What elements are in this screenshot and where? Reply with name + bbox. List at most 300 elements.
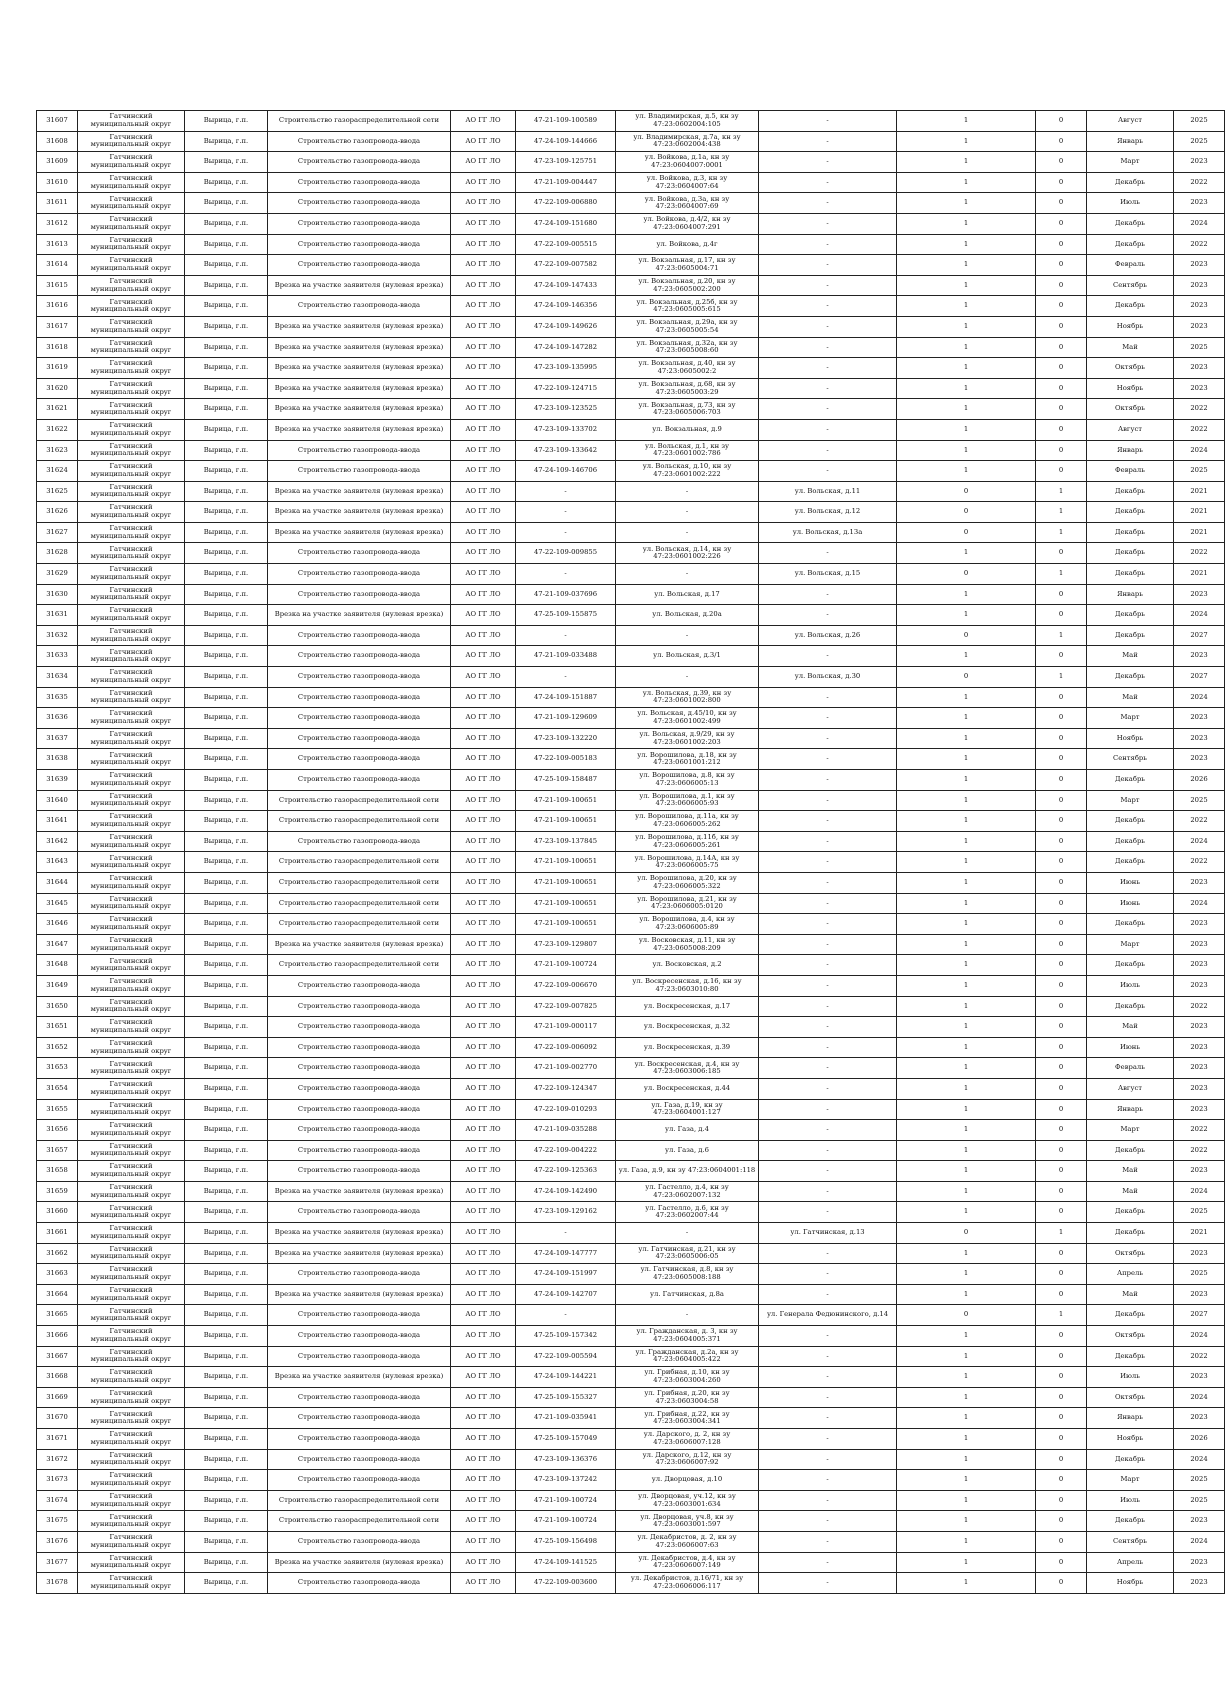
settlement-cell: Вырица, г.п. (185, 1470, 268, 1491)
flag-b-cell: 0 (1036, 1511, 1087, 1532)
year-cell: 2022 (1174, 234, 1225, 255)
organization-cell: АО ГГ ЛО (451, 1490, 516, 1511)
year-cell: 2023 (1174, 1367, 1225, 1388)
flag-b-cell: 1 (1036, 522, 1087, 543)
organization-cell: АО ГГ ЛО (451, 770, 516, 791)
work-type-cell: Строительство газопровода-ввода (268, 1429, 451, 1450)
year-cell: 2023 (1174, 955, 1225, 976)
table-row (37, 275, 1225, 296)
record-id-cell: 31615 (37, 275, 78, 296)
flag-a-cell: 1 (897, 1202, 1036, 1223)
month-cell: Январь (1087, 440, 1174, 461)
district-cell: Гатчинский муниципальный округ (78, 234, 185, 255)
settlement-cell: Вырица, г.п. (185, 1511, 268, 1532)
year-cell: 2023 (1174, 1243, 1225, 1264)
work-type-cell: Строительство газопровода-ввода (268, 543, 451, 564)
district-cell: Гатчинский муниципальный округ (78, 1078, 185, 1099)
settlement-cell: Вырица, г.п. (185, 708, 268, 729)
month-cell: Декабрь (1087, 1346, 1174, 1367)
year-cell: 2023 (1174, 1552, 1225, 1573)
record-id-cell: 31678 (37, 1573, 78, 1594)
application-number-cell: 47-24-109-151680 (516, 213, 616, 234)
year-cell: 2024 (1174, 831, 1225, 852)
application-number-cell: 47-22-109-006092 (516, 1037, 616, 1058)
application-number-cell: 47-22-109-124347 (516, 1078, 616, 1099)
month-cell: Июнь (1087, 1037, 1174, 1058)
application-number-cell: 47-21-109-100651 (516, 872, 616, 893)
work-type-cell: Строительство газопровода-ввода (268, 172, 451, 193)
month-cell: Октябрь (1087, 1243, 1174, 1264)
flag-b-cell: 1 (1036, 564, 1087, 585)
work-type-cell: Врезка на участке заявителя (нулевая врезка) (268, 275, 451, 296)
month-cell: Декабрь (1087, 955, 1174, 976)
application-number-cell: 47-24-109-147433 (516, 275, 616, 296)
year-cell: 2023 (1174, 358, 1225, 379)
record-id-cell: 31653 (37, 1058, 78, 1079)
flag-a-cell: 1 (897, 1161, 1036, 1182)
cadastral-address-cell: - (616, 1305, 759, 1326)
organization-cell: АО ГГ ЛО (451, 461, 516, 482)
month-cell: Февраль (1087, 1058, 1174, 1079)
year-cell: 2023 (1174, 934, 1225, 955)
table-row (37, 1099, 1225, 1120)
work-type-cell: Врезка на участке заявителя (нулевая врезка) (268, 1223, 451, 1244)
work-type-cell: Строительство газопровода-ввода (268, 1017, 451, 1038)
district-cell: Гатчинский муниципальный округ (78, 1161, 185, 1182)
record-id-cell: 31631 (37, 605, 78, 626)
month-cell: Май (1087, 687, 1174, 708)
flag-a-cell: 0 (897, 1223, 1036, 1244)
table-row (37, 1511, 1225, 1532)
district-cell: Гатчинский муниципальный округ (78, 1140, 185, 1161)
settlement-cell: Вырица, г.п. (185, 564, 268, 585)
address-cell: - (759, 1264, 897, 1285)
flag-b-cell: 0 (1036, 337, 1087, 358)
flag-a-cell: 1 (897, 1470, 1036, 1491)
address-cell: - (759, 1449, 897, 1470)
work-type-cell: Врезка на участке заявителя (нулевая врезка) (268, 1552, 451, 1573)
cadastral-address-cell: ул. Восковская, д.2 (616, 955, 759, 976)
flag-a-cell: 1 (897, 1140, 1036, 1161)
address-cell: - (759, 852, 897, 873)
application-number-cell: 47-21-109-100724 (516, 1490, 616, 1511)
month-cell: Декабрь (1087, 605, 1174, 626)
application-number-cell: - (516, 481, 616, 502)
address-cell: - (759, 255, 897, 276)
settlement-cell: Вырица, г.п. (185, 358, 268, 379)
application-number-cell: 47-24-109-146706 (516, 461, 616, 482)
organization-cell: АО ГГ ЛО (451, 378, 516, 399)
cadastral-address-cell: ул. Ворошилова, д.20, кн зу 47:23:0606005:322 (616, 872, 759, 893)
application-number-cell: 47-23-109-123525 (516, 399, 616, 420)
district-cell: Гатчинский муниципальный округ (78, 1470, 185, 1491)
district-cell: Гатчинский муниципальный округ (78, 152, 185, 173)
work-type-cell: Врезка на участке заявителя (нулевая врезка) (268, 502, 451, 523)
district-cell: Гатчинский муниципальный округ (78, 1346, 185, 1367)
record-id-cell: 31642 (37, 831, 78, 852)
flag-b-cell: 0 (1036, 1264, 1087, 1285)
district-cell: Гатчинский муниципальный округ (78, 934, 185, 955)
year-cell: 2023 (1174, 749, 1225, 770)
flag-b-cell: 1 (1036, 502, 1087, 523)
record-id-cell: 31662 (37, 1243, 78, 1264)
cadastral-address-cell: ул. Гатчинская, д.21, кн зу 47:23:0605006:05 (616, 1243, 759, 1264)
address-cell: - (759, 152, 897, 173)
year-cell: 2023 (1174, 296, 1225, 317)
table-row (37, 419, 1225, 440)
flag-a-cell: 1 (897, 955, 1036, 976)
flag-b-cell: 0 (1036, 1243, 1087, 1264)
year-cell: 2023 (1174, 1078, 1225, 1099)
work-type-cell: Строительство газопровода-ввода (268, 213, 451, 234)
table-row (37, 296, 1225, 317)
work-type-cell: Врезка на участке заявителя (нулевая врезка) (268, 522, 451, 543)
month-cell: Декабрь (1087, 852, 1174, 873)
district-cell: Гатчинский муниципальный округ (78, 1490, 185, 1511)
settlement-cell: Вырица, г.п. (185, 975, 268, 996)
table-row (37, 213, 1225, 234)
year-cell: 2025 (1174, 1264, 1225, 1285)
district-cell: Гатчинский муниципальный округ (78, 131, 185, 152)
table-row (37, 955, 1225, 976)
record-id-cell: 31654 (37, 1078, 78, 1099)
application-number-cell: 47-23-109-133642 (516, 440, 616, 461)
cadastral-address-cell: ул. Войкова, д.4г (616, 234, 759, 255)
settlement-cell: Вырица, г.п. (185, 461, 268, 482)
flag-b-cell: 0 (1036, 584, 1087, 605)
cadastral-address-cell: ул. Ворошилова, д.21, кн зу 47:23:0606005:0120 (616, 893, 759, 914)
work-type-cell: Строительство газопровода-ввода (268, 1120, 451, 1141)
year-cell: 2026 (1174, 770, 1225, 791)
flag-b-cell: 0 (1036, 234, 1087, 255)
table-row (37, 1120, 1225, 1141)
flag-b-cell: 0 (1036, 1058, 1087, 1079)
organization-cell: АО ГГ ЛО (451, 831, 516, 852)
year-cell: 2023 (1174, 975, 1225, 996)
flag-b-cell: 0 (1036, 1140, 1087, 1161)
work-type-cell: Строительство газопровода-ввода (268, 1078, 451, 1099)
year-cell: 2024 (1174, 1326, 1225, 1347)
work-type-cell: Строительство газопровода-ввода (268, 234, 451, 255)
organization-cell: АО ГГ ЛО (451, 1161, 516, 1182)
month-cell: Ноябрь (1087, 1573, 1174, 1594)
flag-b-cell: 0 (1036, 543, 1087, 564)
flag-a-cell: 1 (897, 708, 1036, 729)
cadastral-address-cell: ул. Вокзальная, д.9 (616, 419, 759, 440)
address-cell: - (759, 172, 897, 193)
cadastral-address-cell: ул. Воскресенская, д.39 (616, 1037, 759, 1058)
record-id-cell: 31623 (37, 440, 78, 461)
district-cell: Гатчинский муниципальный округ (78, 502, 185, 523)
settlement-cell: Вырица, г.п. (185, 1161, 268, 1182)
table-row (37, 461, 1225, 482)
flag-a-cell: 1 (897, 584, 1036, 605)
application-number-cell: 47-22-109-004222 (516, 1140, 616, 1161)
year-cell: 2023 (1174, 275, 1225, 296)
table-row (37, 1037, 1225, 1058)
cadastral-address-cell: ул. Дворцовая, уч.12, кн зу 47:23:0603001:634 (616, 1490, 759, 1511)
address-cell: - (759, 1511, 897, 1532)
district-cell: Гатчинский муниципальный округ (78, 1573, 185, 1594)
table-row (37, 378, 1225, 399)
district-cell: Гатчинский муниципальный округ (78, 708, 185, 729)
flag-b-cell: 0 (1036, 749, 1087, 770)
year-cell: 2022 (1174, 1140, 1225, 1161)
application-number-cell: 47-23-109-137845 (516, 831, 616, 852)
organization-cell: АО ГГ ЛО (451, 440, 516, 461)
organization-cell: АО ГГ ЛО (451, 1181, 516, 1202)
month-cell: Июль (1087, 975, 1174, 996)
settlement-cell: Вырица, г.п. (185, 811, 268, 832)
month-cell: Декабрь (1087, 1449, 1174, 1470)
organization-cell: АО ГГ ЛО (451, 1449, 516, 1470)
table-row (37, 1573, 1225, 1594)
address-cell: - (759, 996, 897, 1017)
table-row (37, 975, 1225, 996)
district-cell: Гатчинский муниципальный округ (78, 1264, 185, 1285)
address-cell: - (759, 111, 897, 132)
settlement-cell: Вырица, г.п. (185, 378, 268, 399)
district-cell: Гатчинский муниципальный округ (78, 872, 185, 893)
table-row (37, 255, 1225, 276)
district-cell: Гатчинский муниципальный округ (78, 584, 185, 605)
flag-a-cell: 1 (897, 1017, 1036, 1038)
flag-a-cell: 1 (897, 399, 1036, 420)
flag-b-cell: 0 (1036, 1120, 1087, 1141)
application-number-cell: 47-23-109-129807 (516, 934, 616, 955)
organization-cell: АО ГГ ЛО (451, 1223, 516, 1244)
table-row (37, 872, 1225, 893)
table-row (37, 1470, 1225, 1491)
settlement-cell: Вырица, г.п. (185, 543, 268, 564)
application-number-cell: 47-21-109-100651 (516, 790, 616, 811)
year-cell: 2023 (1174, 1284, 1225, 1305)
table-row (37, 522, 1225, 543)
table-row (37, 131, 1225, 152)
organization-cell: АО ГГ ЛО (451, 275, 516, 296)
address-cell: - (759, 337, 897, 358)
address-cell: - (759, 1408, 897, 1429)
month-cell: Ноябрь (1087, 728, 1174, 749)
flag-b-cell: 0 (1036, 378, 1087, 399)
year-cell: 2024 (1174, 1449, 1225, 1470)
flag-b-cell: 0 (1036, 893, 1087, 914)
application-number-cell: 47-25-109-156498 (516, 1531, 616, 1552)
table-row (37, 358, 1225, 379)
district-cell: Гатчинский муниципальный округ (78, 1099, 185, 1120)
month-cell: Октябрь (1087, 358, 1174, 379)
table-row (37, 728, 1225, 749)
organization-cell: АО ГГ ЛО (451, 1017, 516, 1038)
flag-a-cell: 1 (897, 1181, 1036, 1202)
table-row (37, 543, 1225, 564)
district-cell: Гатчинский муниципальный округ (78, 275, 185, 296)
application-number-cell: 47-22-109-006880 (516, 193, 616, 214)
cadastral-address-cell: ул. Войкова, д.3, кн зу 47:23:0604007:64 (616, 172, 759, 193)
cadastral-address-cell: ул. Ворошилова, д.18, кн зу 47:23:0601001:212 (616, 749, 759, 770)
flag-a-cell: 1 (897, 790, 1036, 811)
district-cell: Гатчинский муниципальный округ (78, 996, 185, 1017)
month-cell: Декабрь (1087, 234, 1174, 255)
flag-a-cell: 0 (897, 625, 1036, 646)
district-cell: Гатчинский муниципальный округ (78, 172, 185, 193)
record-id-cell: 31613 (37, 234, 78, 255)
address-cell: - (759, 1573, 897, 1594)
flag-a-cell: 0 (897, 481, 1036, 502)
application-number-cell: 47-22-109-009855 (516, 543, 616, 564)
flag-a-cell: 1 (897, 131, 1036, 152)
flag-b-cell: 0 (1036, 399, 1087, 420)
record-id-cell: 31612 (37, 213, 78, 234)
flag-a-cell: 0 (897, 564, 1036, 585)
work-type-cell: Строительство газопровода-ввода (268, 1140, 451, 1161)
year-cell: 2025 (1174, 1202, 1225, 1223)
year-cell: 2022 (1174, 1346, 1225, 1367)
address-cell: - (759, 1387, 897, 1408)
district-cell: Гатчинский муниципальный округ (78, 111, 185, 132)
record-id-cell: 31677 (37, 1552, 78, 1573)
district-cell: Гатчинский муниципальный округ (78, 522, 185, 543)
district-cell: Гатчинский муниципальный округ (78, 1223, 185, 1244)
settlement-cell: Вырица, г.п. (185, 831, 268, 852)
work-type-cell: Строительство газопровода-ввода (268, 584, 451, 605)
flag-a-cell: 1 (897, 872, 1036, 893)
flag-b-cell: 0 (1036, 687, 1087, 708)
year-cell: 2024 (1174, 893, 1225, 914)
table-row (37, 1531, 1225, 1552)
flag-a-cell: 1 (897, 1573, 1036, 1594)
application-number-cell: 47-21-109-100651 (516, 852, 616, 873)
year-cell: 2023 (1174, 152, 1225, 173)
flag-b-cell: 0 (1036, 419, 1087, 440)
table-row (37, 1408, 1225, 1429)
application-number-cell: 47-21-109-100724 (516, 955, 616, 976)
organization-cell: АО ГГ ЛО (451, 625, 516, 646)
year-cell: 2025 (1174, 131, 1225, 152)
address-cell: - (759, 1552, 897, 1573)
flag-b-cell: 0 (1036, 1573, 1087, 1594)
cadastral-address-cell: ул. Ворошилова, д.1, кн зу 47:23:0606005:93 (616, 790, 759, 811)
work-type-cell: Врезка на участке заявителя (нулевая врезка) (268, 378, 451, 399)
organization-cell: АО ГГ ЛО (451, 172, 516, 193)
table-row (37, 316, 1225, 337)
flag-a-cell: 1 (897, 234, 1036, 255)
record-id-cell: 31657 (37, 1140, 78, 1161)
flag-a-cell: 1 (897, 193, 1036, 214)
organization-cell: АО ГГ ЛО (451, 522, 516, 543)
year-cell: 2022 (1174, 172, 1225, 193)
flag-a-cell: 1 (897, 687, 1036, 708)
work-type-cell: Строительство газопровода-ввода (268, 1408, 451, 1429)
cadastral-address-cell: ул. Вольская, д.17 (616, 584, 759, 605)
settlement-cell: Вырица, г.п. (185, 1140, 268, 1161)
address-cell: ул. Вольская, д.11 (759, 481, 897, 502)
settlement-cell: Вырица, г.п. (185, 667, 268, 688)
month-cell: Декабрь (1087, 213, 1174, 234)
record-id-cell: 31659 (37, 1181, 78, 1202)
flag-a-cell: 1 (897, 296, 1036, 317)
flag-b-cell: 0 (1036, 461, 1087, 482)
application-number-cell: 47-21-109-100651 (516, 811, 616, 832)
work-type-cell: Строительство газопровода-ввода (268, 625, 451, 646)
work-type-cell: Врезка на участке заявителя (нулевая врезка) (268, 1243, 451, 1264)
work-type-cell: Строительство газораспределительной сети (268, 914, 451, 935)
organization-cell: АО ГГ ЛО (451, 193, 516, 214)
organization-cell: АО ГГ ЛО (451, 234, 516, 255)
organization-cell: АО ГГ ЛО (451, 708, 516, 729)
district-cell: Гатчинский муниципальный округ (78, 1284, 185, 1305)
record-id-cell: 31649 (37, 975, 78, 996)
work-type-cell: Врезка на участке заявителя (нулевая врезка) (268, 399, 451, 420)
settlement-cell: Вырица, г.п. (185, 419, 268, 440)
table-row (37, 1305, 1225, 1326)
record-id-cell: 31622 (37, 419, 78, 440)
address-cell: - (759, 1037, 897, 1058)
flag-a-cell: 1 (897, 975, 1036, 996)
table-row (37, 1490, 1225, 1511)
address-cell: - (759, 399, 897, 420)
flag-a-cell: 1 (897, 358, 1036, 379)
organization-cell: АО ГГ ЛО (451, 111, 516, 132)
district-cell: Гатчинский муниципальный округ (78, 687, 185, 708)
work-type-cell: Строительство газопровода-ввода (268, 1099, 451, 1120)
settlement-cell: Вырица, г.п. (185, 131, 268, 152)
flag-b-cell: 0 (1036, 955, 1087, 976)
settlement-cell: Вырица, г.п. (185, 1099, 268, 1120)
address-cell: - (759, 1470, 897, 1491)
table-row (37, 152, 1225, 173)
district-cell: Гатчинский муниципальный округ (78, 1037, 185, 1058)
flag-a-cell: 1 (897, 1078, 1036, 1099)
flag-b-cell: 0 (1036, 914, 1087, 935)
cadastral-address-cell: ул. Вольская, д.3/1 (616, 646, 759, 667)
cadastral-address-cell: ул. Воскресенская, д.4, кн зу 47:23:0603006:185 (616, 1058, 759, 1079)
record-id-cell: 31633 (37, 646, 78, 667)
month-cell: Декабрь (1087, 296, 1174, 317)
table-row (37, 1078, 1225, 1099)
address-cell: - (759, 1017, 897, 1038)
flag-b-cell: 0 (1036, 1531, 1087, 1552)
address-cell: - (759, 378, 897, 399)
organization-cell: АО ГГ ЛО (451, 1264, 516, 1285)
cadastral-address-cell: ул. Воскресенская, д.17 (616, 996, 759, 1017)
work-type-cell: Строительство газораспределительной сети (268, 1511, 451, 1532)
address-cell: - (759, 831, 897, 852)
organization-cell: АО ГГ ЛО (451, 481, 516, 502)
settlement-cell: Вырица, г.п. (185, 1202, 268, 1223)
flag-a-cell: 1 (897, 811, 1036, 832)
settlement-cell: Вырица, г.п. (185, 1367, 268, 1388)
settlement-cell: Вырица, г.п. (185, 337, 268, 358)
cadastral-address-cell: ул. Вокзальная, д.73, кн зу 47:23:0605006:703 (616, 399, 759, 420)
organization-cell: АО ГГ ЛО (451, 667, 516, 688)
table-row (37, 1243, 1225, 1264)
work-type-cell: Врезка на участке заявителя (нулевая врезка) (268, 1284, 451, 1305)
address-cell: - (759, 1490, 897, 1511)
flag-b-cell: 1 (1036, 1223, 1087, 1244)
organization-cell: АО ГГ ЛО (451, 687, 516, 708)
settlement-cell: Вырица, г.п. (185, 1305, 268, 1326)
address-cell: - (759, 1202, 897, 1223)
month-cell: Декабрь (1087, 1305, 1174, 1326)
cadastral-address-cell: ул. Гражданская, д. 3, кн зу 47:23:0604005:371 (616, 1326, 759, 1347)
flag-b-cell: 0 (1036, 1429, 1087, 1450)
year-cell: 2025 (1174, 111, 1225, 132)
settlement-cell: Вырица, г.п. (185, 1264, 268, 1285)
month-cell: Декабрь (1087, 1511, 1174, 1532)
work-type-cell: Строительство газопровода-ввода (268, 296, 451, 317)
work-type-cell: Врезка на участке заявителя (нулевая врезка) (268, 316, 451, 337)
